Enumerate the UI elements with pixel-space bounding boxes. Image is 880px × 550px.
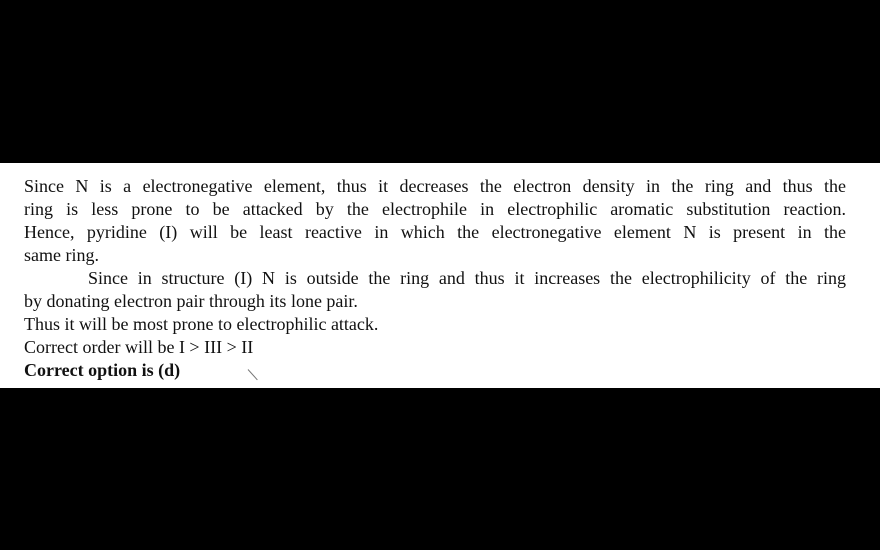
- text-line: Since in structure (I) N is outside the ring and thus it increases the electrophilicity of the ring: [88, 268, 846, 288]
- document-page: [0, 163, 880, 388]
- explanation-text: [24, 175, 846, 382]
- text-line: ring is less prone to be attacked by the electrophile in electrophilic aromatic substitution reaction.: [24, 199, 846, 219]
- text-line: Since N is a electronegative element, thus it decreases the electron density in the ring and thus the: [24, 176, 846, 196]
- text-line: Thus it will be most prone to electrophilic attack.: [24, 314, 379, 334]
- correct-option-line: Correct option is (d): [24, 360, 181, 380]
- correct-order-line: Correct order will be I > III > II: [24, 337, 254, 357]
- text-line: same ring.: [24, 245, 99, 265]
- text-line: by donating electron pair through its lone pair.: [24, 291, 358, 311]
- text-line: Hence, pyridine (I) will be least reactive in which the electronegative element N is present in the: [24, 222, 846, 242]
